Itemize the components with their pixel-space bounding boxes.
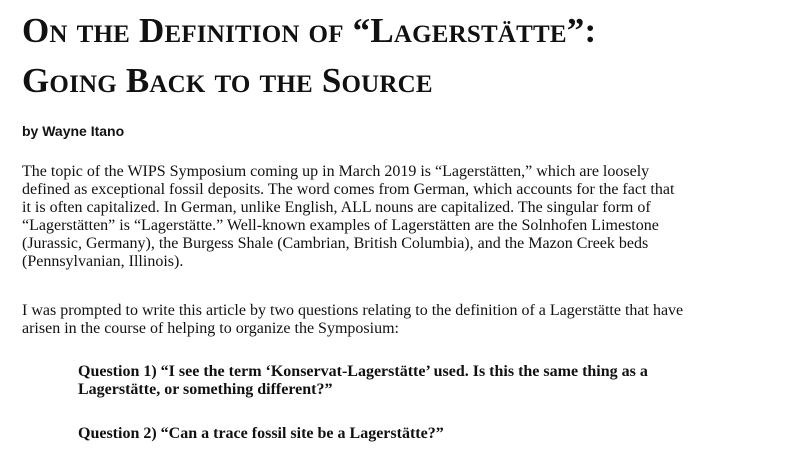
- question-line: Question 2) “Can a trace fossil site be a Lagerstätte?”: [78, 425, 444, 442]
- paragraph-line: I was prompted to write this article by two questions relating to the definition of a Lagerstätte that have: [22, 302, 684, 319]
- question-line: Lagerstätte, or something different?”: [78, 381, 333, 398]
- article-title-line: On the Definition of “Lagerstätte”:: [22, 11, 597, 50]
- paragraph-line: arisen in the course of helping to organize the Symposium:: [22, 320, 399, 337]
- paragraph-line: (Pennsylvanian, Illinois).: [22, 253, 184, 270]
- paragraph-line: defined as exceptional fossil deposits. The word comes from German, which accounts for the fact that: [22, 181, 675, 198]
- question-line: Question 1) “I see the term ‘Konservat-Lagerstätte’ used. Is this the same thing as a: [78, 363, 648, 380]
- paragraph-motivation: [22, 302, 683, 338]
- article-title: [22, 6, 792, 106]
- article-byline: by Wayne Itano: [22, 123, 125, 139]
- paragraph-line: it is often capitalized. In German, unlike English, ALL nouns are capitalized. The singular form of: [22, 199, 651, 216]
- question-1: [78, 363, 648, 399]
- paragraph-intro: [22, 163, 674, 271]
- article-title-line: Going Back to the Source: [22, 61, 433, 100]
- paragraph-line: The topic of the WIPS Symposium coming up in March 2019 is “Lagerstätten,” which are loosely: [22, 163, 650, 180]
- question-2: [78, 425, 444, 443]
- paragraph-line: “Lagerstätten” is “Lagerstätte.” Well-known examples of Lagerstätten are the Solnhofen Limestone: [22, 217, 659, 234]
- paragraph-line: (Jurassic, Germany), the Burgess Shale (Cambrian, British Columbia), and the Mazon Creek beds: [22, 235, 649, 252]
